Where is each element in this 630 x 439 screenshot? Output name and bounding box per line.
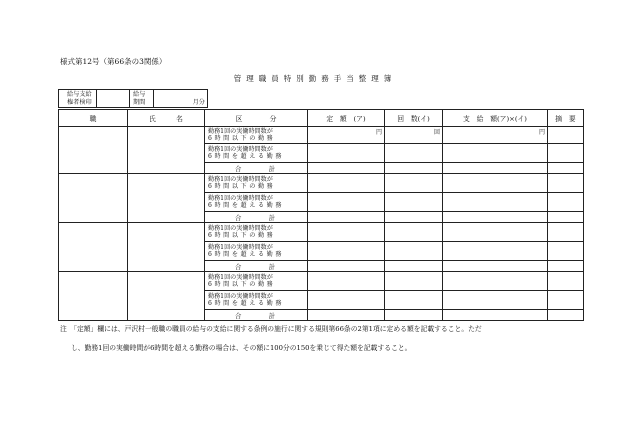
amount-cell[interactable] bbox=[308, 127, 385, 144]
category-label-line2: 6時間を超える勤務 bbox=[208, 153, 285, 160]
count-cell[interactable] bbox=[385, 242, 443, 261]
paid-cell[interactable] bbox=[443, 163, 548, 174]
name-cell[interactable] bbox=[128, 223, 205, 272]
rank-cell[interactable] bbox=[59, 223, 128, 272]
count-cell[interactable] bbox=[385, 144, 443, 163]
category-label-line2: 6時間以下の勤務 bbox=[208, 135, 276, 142]
category-under6 bbox=[205, 127, 308, 144]
col-paid: 支 給 額(ア)×(イ) bbox=[443, 110, 548, 127]
remarks-cell[interactable] bbox=[548, 242, 584, 261]
category-label-line1: 勤務1回の実働時間数が bbox=[208, 273, 273, 281]
category-label-line1: 勤務1回の実働時間数が bbox=[208, 145, 273, 153]
count-cell[interactable] bbox=[385, 272, 443, 291]
count-cell[interactable] bbox=[385, 223, 443, 242]
remarks-cell[interactable] bbox=[548, 310, 584, 321]
amount-cell[interactable] bbox=[308, 193, 385, 212]
table-header-row bbox=[59, 110, 584, 127]
remarks-cell[interactable] bbox=[548, 261, 584, 272]
category-label-line1: 勤務1回の実働時間数が bbox=[208, 175, 273, 183]
category-over6 bbox=[205, 144, 308, 163]
rank-cell[interactable] bbox=[59, 272, 128, 321]
count-cell[interactable] bbox=[385, 212, 443, 223]
category-under6 bbox=[205, 223, 308, 242]
period-label-line1: 給与 bbox=[133, 91, 146, 98]
approver-label bbox=[59, 90, 97, 107]
table-row bbox=[59, 223, 584, 242]
count-cell[interactable] bbox=[385, 310, 443, 321]
paid-cell[interactable] bbox=[443, 272, 548, 291]
category-label-line2: 6時間を超える勤務 bbox=[208, 251, 285, 258]
col-category: 区 分 bbox=[205, 110, 308, 127]
count-cell[interactable] bbox=[385, 193, 443, 212]
paid-cell[interactable] bbox=[443, 193, 548, 212]
yen-unit: 円 bbox=[538, 129, 545, 136]
amount-cell[interactable] bbox=[308, 174, 385, 193]
amount-cell[interactable] bbox=[308, 212, 385, 223]
amount-cell[interactable] bbox=[308, 163, 385, 174]
allowance-ledger-table bbox=[58, 109, 584, 321]
col-rank: 職 bbox=[59, 110, 128, 127]
yen-unit: 円 bbox=[375, 129, 382, 136]
table-row bbox=[59, 272, 584, 291]
category-label-line1: 勤務1回の実働時間数が bbox=[208, 243, 273, 251]
paid-cell[interactable] bbox=[443, 144, 548, 163]
remarks-cell[interactable] bbox=[548, 163, 584, 174]
category-total: 合 計 bbox=[205, 163, 308, 174]
remarks-cell[interactable] bbox=[548, 212, 584, 223]
remarks-cell[interactable] bbox=[548, 193, 584, 212]
category-total: 合 計 bbox=[205, 212, 308, 223]
amount-cell[interactable] bbox=[308, 242, 385, 261]
document-title: 管理職員特別勤務手当整理簿 bbox=[233, 74, 397, 83]
paid-cell[interactable] bbox=[443, 310, 548, 321]
rank-cell[interactable] bbox=[59, 127, 128, 174]
name-cell[interactable] bbox=[128, 272, 205, 321]
count-cell[interactable] bbox=[385, 127, 443, 144]
category-total: 合 計 bbox=[205, 261, 308, 272]
category-label-line2: 6時間を超える勤務 bbox=[208, 300, 285, 307]
approver-label-line1: 給与支給 bbox=[67, 91, 92, 98]
table-row bbox=[59, 127, 584, 144]
col-amount: 定 額 (ア) bbox=[308, 110, 385, 127]
amount-cell[interactable] bbox=[308, 272, 385, 291]
col-count: 回 数(イ) bbox=[385, 110, 443, 127]
count-cell[interactable] bbox=[385, 174, 443, 193]
paid-cell[interactable] bbox=[443, 174, 548, 193]
paid-cell[interactable] bbox=[443, 261, 548, 272]
remarks-cell[interactable] bbox=[548, 223, 584, 242]
category-label-line2: 6時間以下の勤務 bbox=[208, 281, 276, 288]
paid-cell[interactable] bbox=[443, 291, 548, 310]
times-unit: 回 bbox=[433, 129, 440, 136]
period-month-cell[interactable] bbox=[154, 90, 207, 107]
col-name: 氏 名 bbox=[128, 110, 205, 127]
approver-label-line2: 権者検印 bbox=[67, 99, 92, 106]
remarks-cell[interactable] bbox=[548, 174, 584, 193]
amount-cell[interactable] bbox=[308, 291, 385, 310]
remarks-cell[interactable] bbox=[548, 127, 584, 144]
name-cell[interactable] bbox=[128, 174, 205, 223]
header-stamp-box bbox=[58, 89, 208, 108]
category-under6 bbox=[205, 174, 308, 193]
count-cell[interactable] bbox=[385, 163, 443, 174]
remarks-cell[interactable] bbox=[548, 144, 584, 163]
amount-cell[interactable] bbox=[308, 310, 385, 321]
category-label-line1: 勤務1回の実働時間数が bbox=[208, 127, 273, 135]
category-over6 bbox=[205, 242, 308, 261]
table-row bbox=[59, 174, 584, 193]
category-label-line1: 勤務1回の実働時間数が bbox=[208, 194, 273, 202]
remarks-cell[interactable] bbox=[548, 272, 584, 291]
count-cell[interactable] bbox=[385, 261, 443, 272]
paid-cell[interactable] bbox=[443, 223, 548, 242]
col-remarks: 摘 要 bbox=[548, 110, 584, 127]
rank-cell[interactable] bbox=[59, 174, 128, 223]
month-label: 月分 bbox=[192, 99, 205, 106]
period-label-line2: 期間 bbox=[133, 99, 146, 106]
category-under6 bbox=[205, 272, 308, 291]
remarks-cell[interactable] bbox=[548, 291, 584, 310]
paid-cell[interactable] bbox=[443, 127, 548, 144]
count-cell[interactable] bbox=[385, 291, 443, 310]
paid-cell[interactable] bbox=[443, 242, 548, 261]
note-line-2: し、勤務1回の実働時間が6時間を超える勤務の場合は、その額に100分の150を乗じて得た額を記載すること。 bbox=[71, 344, 412, 352]
category-label-line2: 6時間以下の勤務 bbox=[208, 232, 276, 239]
category-over6 bbox=[205, 291, 308, 310]
paid-cell[interactable] bbox=[443, 212, 548, 223]
category-label-line1: 勤務1回の実働時間数が bbox=[208, 292, 273, 300]
note-line-1: 注 「定額」欄には、戸沢村一般職の職員の給与の支給に関する条例の施行に関する規則第66条の2第1項に定める額を記載すること。ただ bbox=[60, 325, 482, 333]
amount-cell[interactable] bbox=[308, 261, 385, 272]
amount-cell[interactable] bbox=[308, 223, 385, 242]
name-cell[interactable] bbox=[128, 127, 205, 174]
amount-cell[interactable] bbox=[308, 144, 385, 163]
category-label-line2: 6時間を超える勤務 bbox=[208, 202, 285, 209]
period-label bbox=[130, 90, 154, 107]
category-label-line2: 6時間以下の勤務 bbox=[208, 183, 276, 190]
approver-stamp-cell[interactable] bbox=[97, 90, 130, 107]
category-over6 bbox=[205, 193, 308, 212]
form-number: 様式第12号（第66条の3関係） bbox=[60, 57, 167, 66]
category-label-line1: 勤務1回の実働時間数が bbox=[208, 224, 273, 232]
category-total: 合 計 bbox=[205, 310, 308, 321]
